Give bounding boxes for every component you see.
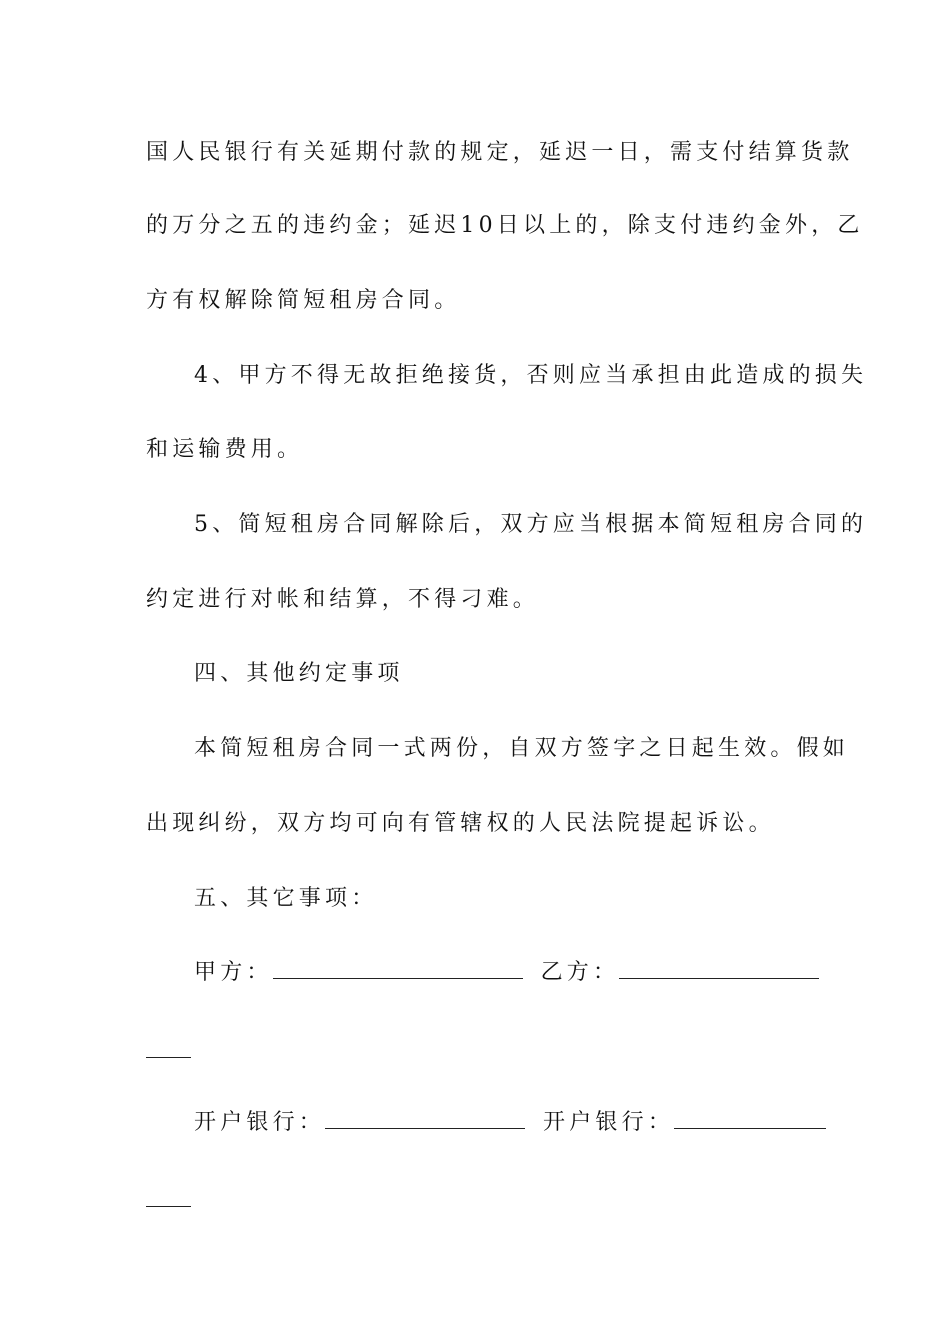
paragraph-line-2: 的万分之五的违约金；延迟10日以上的，除支付违约金外，乙 bbox=[146, 213, 864, 238]
party-signature-row bbox=[194, 958, 819, 988]
bank-b-blank[interactable] bbox=[674, 1108, 826, 1129]
bank-a-label: 开户银行： bbox=[194, 1110, 326, 1135]
party-b-blank-continuation[interactable] bbox=[146, 1056, 191, 1058]
clause-5-line-2: 约定进行对帐和结算，不得刁难。 bbox=[146, 587, 540, 612]
effectiveness-line-1: 本简短租房合同一式两份，自双方签字之日起生效。假如 bbox=[194, 736, 850, 761]
bank-signature-row bbox=[194, 1108, 826, 1138]
party-a-label: 甲方： bbox=[194, 960, 273, 985]
section-heading-other-terms: 四、其他约定事项 bbox=[194, 661, 404, 686]
party-b-label: 乙方： bbox=[540, 960, 620, 985]
effectiveness-line-2: 出现纠纷，双方均可向有管辖权的人民法院提起诉讼。 bbox=[146, 811, 775, 836]
party-b-blank[interactable] bbox=[619, 958, 819, 979]
paragraph-line-1: 国人民银行有关延期付款的规定，延迟一日，需支付结算货款 bbox=[146, 140, 854, 165]
clause-5-line-1: 5、简短租房合同解除后，双方应当根据本简短租房合同的 bbox=[194, 512, 868, 537]
paragraph-line-3: 方有权解除简短租房合同。 bbox=[146, 288, 461, 313]
bank-b-label: 开户银行： bbox=[543, 1110, 675, 1135]
bank-a-blank[interactable] bbox=[325, 1108, 525, 1129]
clause-4-line-2: 和运输费用。 bbox=[146, 437, 304, 462]
party-a-blank[interactable] bbox=[273, 958, 523, 979]
clause-4-line-1: 4、甲方不得无故拒绝接货，否则应当承担由此造成的损失 bbox=[194, 363, 868, 388]
section-heading-other-matters: 五、其它事项： bbox=[194, 886, 378, 911]
bank-b-blank-continuation[interactable] bbox=[146, 1205, 191, 1207]
